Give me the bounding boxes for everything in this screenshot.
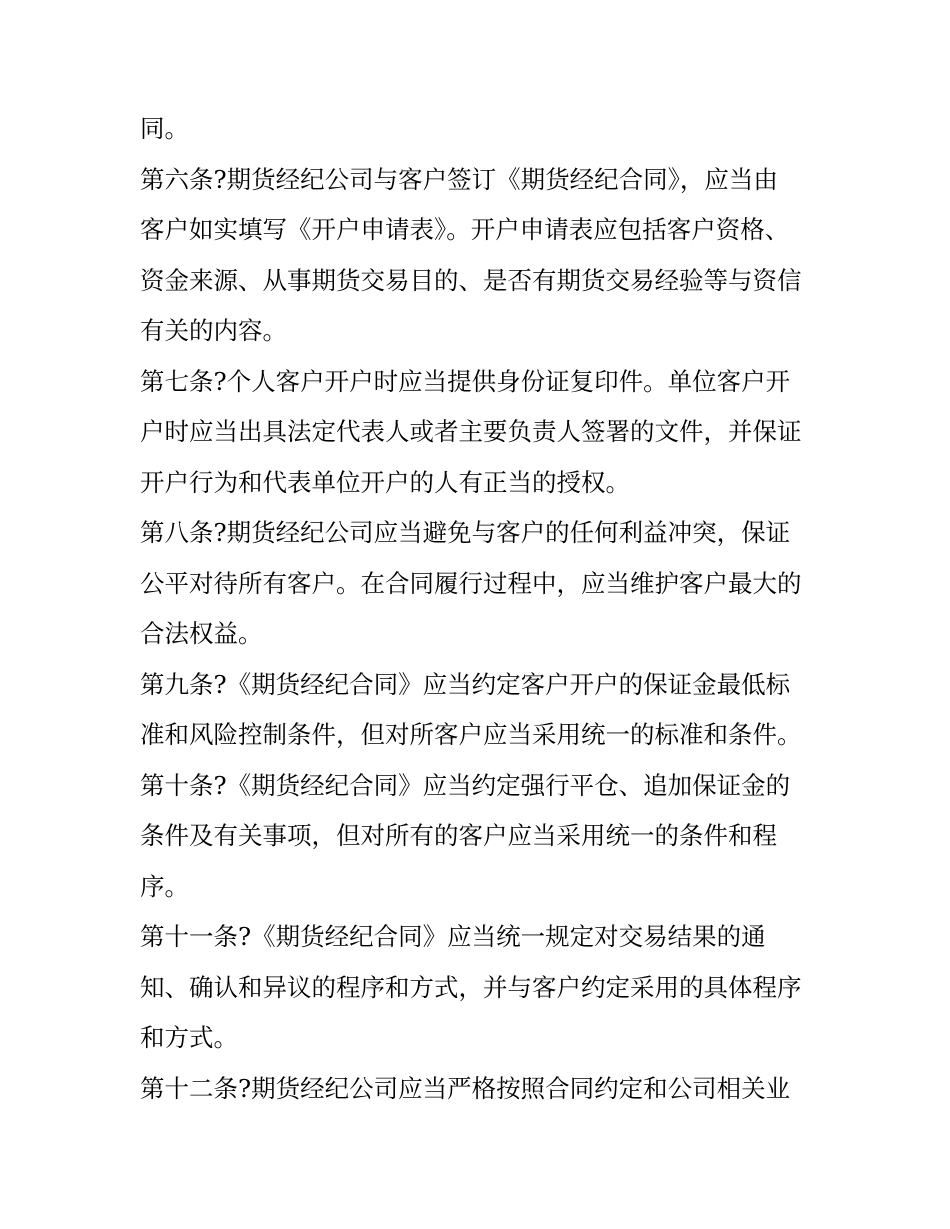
- text-line: 客户如实填写《开户申请表》。开户申请表应包括客户资格、: [140, 215, 790, 244]
- text-line: 第九条?《期货经纪合同》应当约定客户开户的保证金最低标: [140, 669, 791, 699]
- text-line: 第七条?个人客户开户时应当提供身份证复印件。单位客户开: [140, 366, 791, 396]
- text-line: 第十二条?期货经纪公司应当严格按照合同约定和公司相关业: [140, 1073, 791, 1103]
- text-line: 第十一条?《期货经纪合同》应当统一规定对交易结果的通: [140, 922, 766, 951]
- text-line: 条件及有关事项，但对所有的客户应当采用统一的条件和程: [140, 821, 777, 850]
- text-line: 第八条?期货经纪公司应当避免与客户的任何利益冲突，保证: [140, 518, 791, 547]
- text-line: 合法权益。: [140, 619, 263, 648]
- text-line: 有关的内容。: [140, 316, 287, 345]
- text-line: 户时应当出具法定代表人或者主要负责人签署的文件，并保证: [140, 417, 802, 446]
- text-line: 第六条?期货经纪公司与客户签订《期货经纪合同》，应当由: [140, 164, 778, 194]
- text-line: 准和风险控制条件，但对所客户应当采用统一的标准和条件。: [140, 720, 802, 749]
- text-line: 资金来源、从事期货交易目的、是否有期货交易经验等与资信: [140, 265, 802, 295]
- text-line: 公平对待所有客户。在合同履行过程中，应当维护客户最大的: [140, 568, 802, 598]
- text-line: 知、确认和异议的程序和方式，并与客户约定采用的具体程序: [140, 972, 802, 1002]
- text-line: 开户行为和代表单位开户的人有正当的授权。: [140, 467, 630, 497]
- text-line: 同。: [140, 114, 189, 143]
- text-line: 和方式。: [140, 1023, 238, 1052]
- text-line: 第十条?《期货经纪合同》应当约定强行平仓、追加保证金的: [140, 770, 791, 800]
- document-body: [140, 104, 830, 1114]
- text-line: 序。: [140, 871, 189, 901]
